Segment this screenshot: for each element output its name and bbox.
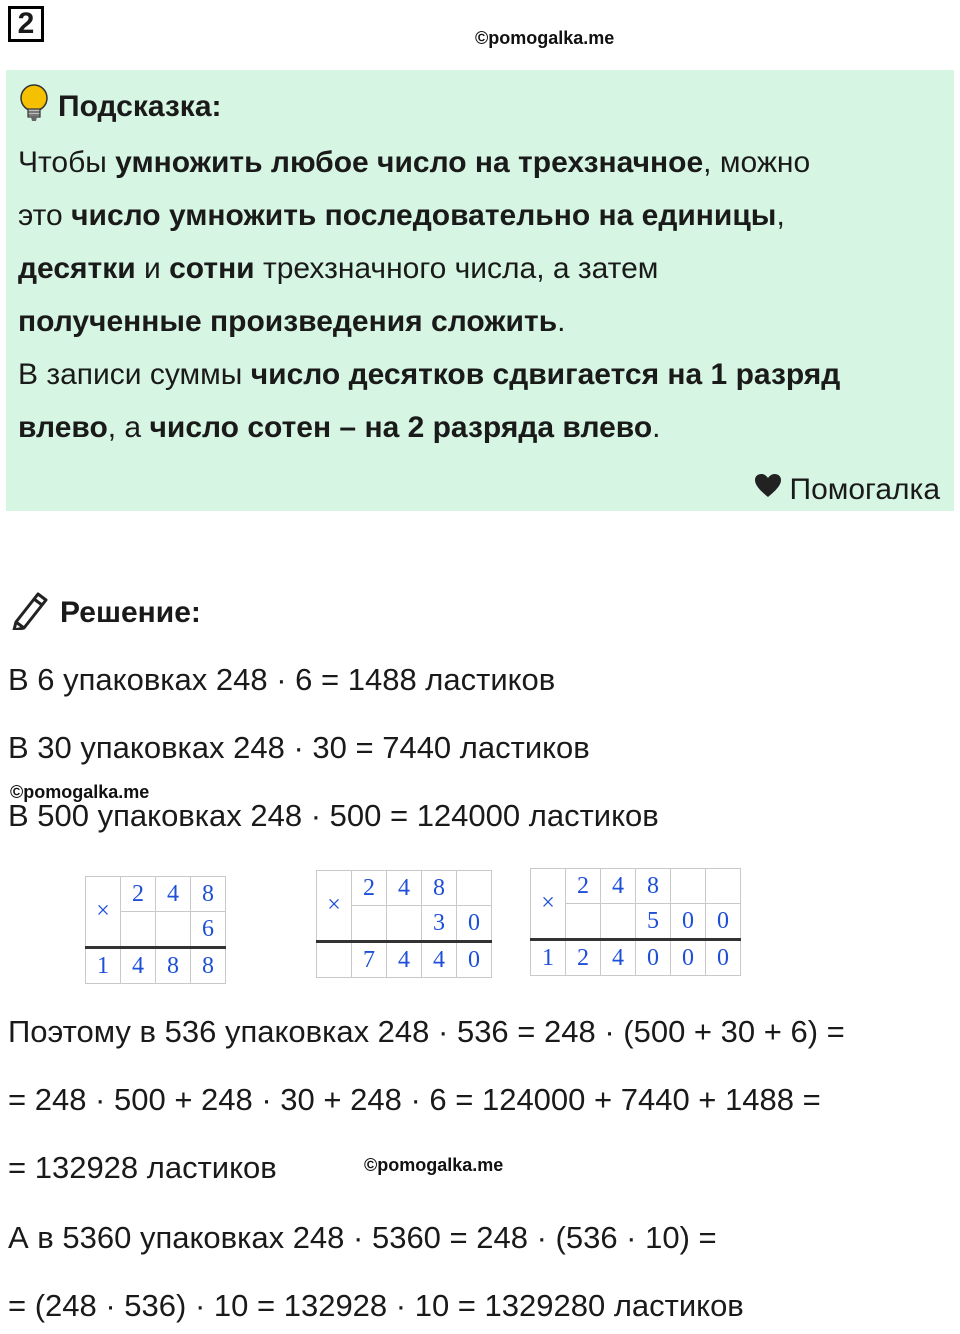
digit-cell <box>121 912 156 948</box>
digit-cell <box>601 904 636 940</box>
digit-cell: 2 <box>566 940 601 976</box>
digit-cell <box>706 869 741 904</box>
solution-line: = (248 · 536) · 10 = 132928 · 10 = 1329280 ластиков <box>8 1288 744 1323</box>
hint-line: влево, а число сотен – на 2 разряда влево. <box>18 411 661 444</box>
multiply-sign: × <box>317 871 352 942</box>
multiply-sign: × <box>531 869 566 940</box>
heart-icon <box>754 473 782 507</box>
hint-line: это число умножить последовательно на единицы, <box>18 199 785 232</box>
digit-cell <box>156 912 191 948</box>
digit-cell <box>317 942 352 978</box>
hint-box <box>6 70 954 511</box>
hint-line: Чтобы умножить любое число на трехзначное, можно <box>18 146 811 179</box>
digit-cell <box>352 906 387 942</box>
hint-header <box>18 82 940 132</box>
digit-cell: 8 <box>422 871 457 906</box>
hint-line: полученные произведения сложить. <box>18 305 566 338</box>
digit-cell: 5 <box>636 904 671 940</box>
hint-text <box>18 136 940 454</box>
digit-cell <box>387 906 422 942</box>
watermark: ©pomogalka.me <box>364 1155 504 1175</box>
digit-cell: 2 <box>352 871 387 906</box>
digit-cell: 8 <box>191 877 226 912</box>
column-multiplication-2 <box>316 870 492 978</box>
digit-cell: 6 <box>191 912 226 948</box>
solution-header <box>8 588 201 638</box>
digit-cell <box>671 869 706 904</box>
hint-title: Подсказка: <box>58 90 222 123</box>
column-multiplication-3 <box>530 868 741 976</box>
signature-text: Помогалка <box>789 473 940 506</box>
hint-line: десятки и сотни трехзначного числа, а затем <box>18 252 659 285</box>
multiply-sign: × <box>86 877 121 948</box>
digit-cell: 2 <box>121 877 156 912</box>
digit-cell: 4 <box>387 942 422 978</box>
lightbulb-icon <box>18 83 50 131</box>
task-number: 2 <box>8 6 44 42</box>
pencil-icon <box>8 588 52 638</box>
hint-line: В записи суммы число десятков сдвигается на 1 разряд <box>18 358 841 391</box>
digit-cell: 4 <box>387 871 422 906</box>
solution-line: А в 5360 упаковках 248 · 5360 = 248 · (536 · 10) = <box>8 1220 717 1255</box>
digit-cell: 4 <box>156 877 191 912</box>
digit-cell: 1 <box>531 940 566 976</box>
digit-cell: 4 <box>601 869 636 904</box>
digit-cell: 2 <box>566 869 601 904</box>
digit-cell: 8 <box>156 948 191 984</box>
digit-cell <box>566 904 601 940</box>
solution-line: = 132928 ластиков <box>8 1150 277 1185</box>
solution-line: Поэтому в 536 упаковках 248 · 536 = 248 · (500 + 30 + 6) = <box>8 1014 845 1049</box>
solution-line: В 6 упаковках 248 · 6 = 1488 ластиков <box>8 662 556 697</box>
digit-cell: 0 <box>457 942 492 978</box>
digit-cell: 8 <box>191 948 226 984</box>
digit-cell: 0 <box>706 940 741 976</box>
solution-line: = 248 · 500 + 248 · 30 + 248 · 6 = 124000 + 7440 + 1488 = <box>8 1082 821 1117</box>
digit-cell: 0 <box>706 904 741 940</box>
solution-line: В 30 упаковках 248 · 30 = 7440 ластиков <box>8 730 590 765</box>
watermark: ©pomogalka.me <box>10 782 150 802</box>
digit-cell: 4 <box>121 948 156 984</box>
digit-cell: 3 <box>422 906 457 942</box>
solution-line: В 500 упаковках 248 · 500 = 124000 ластиков <box>8 798 659 833</box>
column-multiplication-1 <box>85 876 226 984</box>
digit-cell: 0 <box>671 904 706 940</box>
digit-cell: 1 <box>86 948 121 984</box>
solution-title: Решение: <box>60 596 201 629</box>
digit-cell: 0 <box>457 906 492 942</box>
watermark: ©pomogalka.me <box>475 28 615 48</box>
digit-cell: 7 <box>352 942 387 978</box>
digit-cell: 0 <box>636 940 671 976</box>
digit-cell <box>457 871 492 906</box>
signature <box>754 473 941 507</box>
digit-cell: 4 <box>601 940 636 976</box>
digit-cell: 8 <box>636 869 671 904</box>
digit-cell: 0 <box>671 940 706 976</box>
digit-cell: 4 <box>422 942 457 978</box>
